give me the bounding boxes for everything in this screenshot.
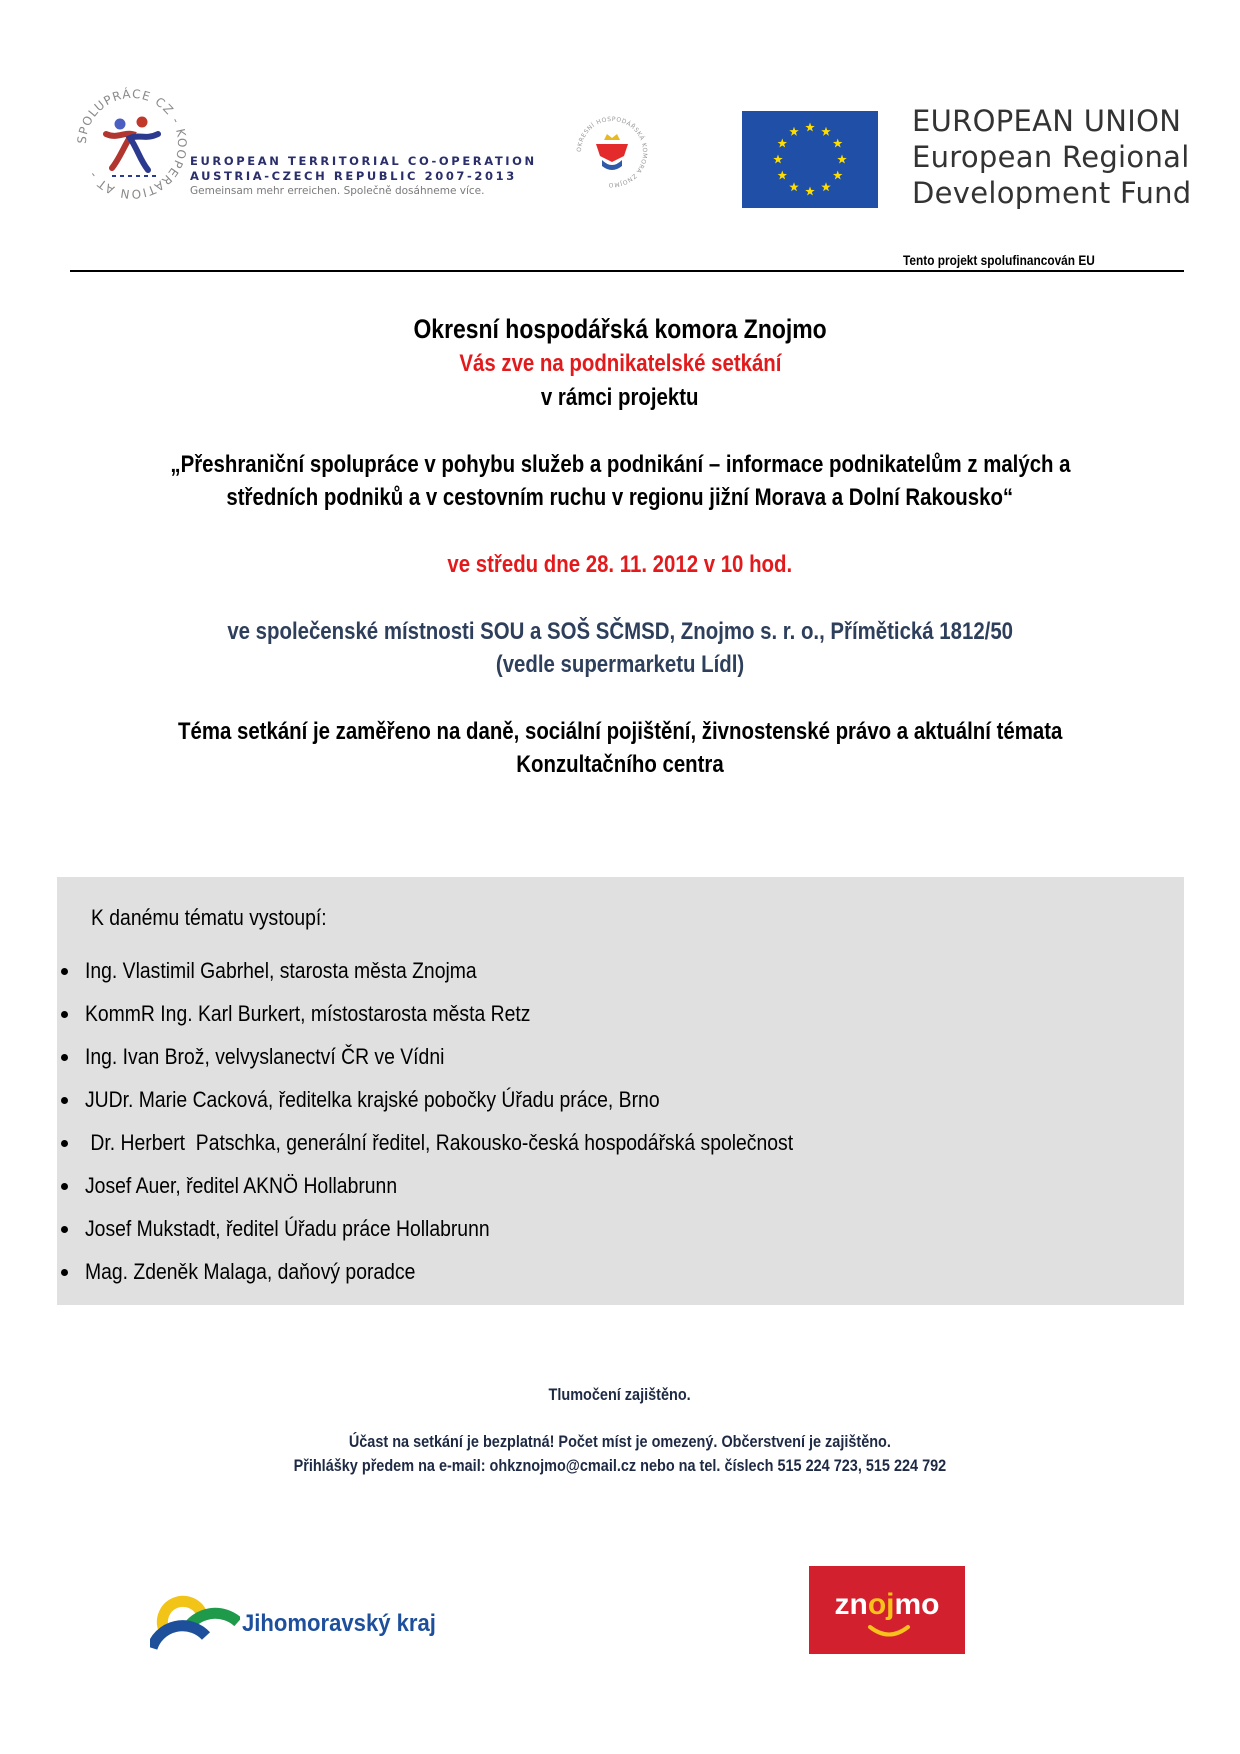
within-project-line bbox=[0, 384, 1240, 412]
cofinanced-note: Tento projekt spolufinancován EU bbox=[903, 253, 1095, 268]
znojmo-logo bbox=[809, 1566, 965, 1654]
venue-line-1 bbox=[0, 618, 1240, 646]
etc-text-block bbox=[190, 154, 537, 198]
registration-phones: nebo na tel. číslech 515 224 723, 515 224 792 bbox=[636, 1456, 947, 1475]
znojmo-logo-text bbox=[809, 1588, 965, 1622]
bullet-icon bbox=[61, 1226, 68, 1233]
eu-line-2: European Regional bbox=[912, 140, 1190, 174]
eu-flag-icon bbox=[742, 111, 878, 208]
organization-title bbox=[0, 314, 1240, 345]
speaker-text: Ing. Vlastimil Gabrhel, starosta města Znojma bbox=[85, 958, 477, 983]
invite-line-text: Vás zve na podnikatelské setkání bbox=[458, 350, 782, 377]
speakers-heading: K danému tématu vystoupí: bbox=[91, 905, 327, 930]
registration-prefix: Přihlášky předem na e-mail: bbox=[293, 1456, 490, 1475]
bullet-icon bbox=[61, 1054, 68, 1061]
speaker-text: JUDr. Marie Cacková, ředitelka krajské pobočky Úřadu práce, Brno bbox=[85, 1087, 660, 1112]
etc-slogan: Gemeinsam mehr erreichen. Společně dosáhneme více. bbox=[190, 185, 485, 197]
znojmo-part-1: zn bbox=[834, 1588, 868, 1621]
etc-ring-text: SPOLUPRÁCE CZ - KOOPERATION AT - bbox=[74, 86, 190, 202]
project-title-text-1: „Přeshraniční spolupráce v pohybu služeb a podnikání – informace podnikatelům z malých a bbox=[169, 451, 1071, 478]
speaker-text: Josef Mukstadt, ředitel Úřadu práce Hollabrunn bbox=[85, 1216, 490, 1241]
etc-cooperation-logo bbox=[72, 84, 537, 204]
project-title-line-1 bbox=[0, 451, 1240, 479]
speaker-text: Dr. Herbert Patschka, generální ředitel, Rakousko-česká hospodářská společnost bbox=[85, 1130, 794, 1155]
topic-text-2: Konzultačního centra bbox=[516, 751, 724, 778]
crown-icon bbox=[604, 134, 620, 140]
jihomoravsky-kraj-logo bbox=[150, 1590, 460, 1670]
bullet-icon bbox=[61, 1011, 68, 1018]
venue-text-2: (vedle supermarketu Lídl) bbox=[495, 651, 745, 678]
registration-email-link[interactable]: ohkznojmo@cmail.cz bbox=[489, 1456, 637, 1475]
ohk-chamber-logo bbox=[572, 112, 652, 192]
topic-text-1: Téma setkání je zaměřeno na daně, sociální pojištění, živnostenské právo a aktuální témata bbox=[177, 718, 1063, 745]
etc-seal-icon bbox=[72, 84, 192, 204]
within-project-text: v rámci projektu bbox=[541, 384, 699, 411]
eu-line-3: Development Fund bbox=[912, 176, 1192, 210]
bullet-icon bbox=[61, 1183, 68, 1190]
project-title-line-2 bbox=[0, 484, 1240, 512]
interpreting-text: Tlumočení zajištěno. bbox=[548, 1385, 692, 1404]
eu-line-1: EUROPEAN UNION bbox=[912, 104, 1182, 138]
bullet-icon bbox=[61, 1140, 68, 1147]
smile-icon bbox=[867, 1624, 911, 1640]
speaker-text: KommR Ing. Karl Burkert, místostarosta města Retz bbox=[85, 1001, 531, 1026]
znojmo-part-3: mo bbox=[894, 1588, 940, 1621]
eagle-shield-icon bbox=[596, 144, 628, 162]
topic-line-2 bbox=[0, 751, 1240, 779]
speaker-text: Josef Auer, ředitel AKNÖ Hollabrunn bbox=[85, 1173, 398, 1198]
speaker-text: Mag. Zdeněk Malaga, daňový poradce bbox=[85, 1259, 416, 1284]
bullet-icon bbox=[61, 968, 68, 975]
bullet-icon bbox=[61, 1097, 68, 1104]
attendance-text: Účast na setkání je bezplatná! Počet míst je omezený. Občerstvení je zajištěno. bbox=[348, 1432, 892, 1451]
znojmo-part-2: oj bbox=[867, 1588, 895, 1621]
venue-line-2 bbox=[0, 651, 1240, 679]
topic-line-1 bbox=[0, 718, 1240, 746]
bullet-icon bbox=[61, 1269, 68, 1276]
registration-line bbox=[294, 1456, 947, 1476]
organization-title-text: Okresní hospodářská komora Znojmo bbox=[413, 314, 827, 344]
etc-line-2: AUSTRIA-CZECH REPUBLIC 2007-2013 bbox=[190, 169, 517, 183]
invite-line bbox=[0, 350, 1240, 378]
attendance-note bbox=[0, 1432, 1240, 1452]
registration-note bbox=[0, 1456, 1240, 1476]
header-divider bbox=[70, 270, 1184, 272]
event-date bbox=[0, 551, 1240, 579]
interpreting-note bbox=[0, 1385, 1240, 1405]
etc-line-1: EUROPEAN TERRITORIAL CO-OPERATION bbox=[190, 154, 537, 168]
event-date-text: ve středu dne 28. 11. 2012 v 10 hod. bbox=[447, 551, 793, 578]
jmk-logo-text: Jihomoravský kraj bbox=[242, 1610, 436, 1637]
speaker-text: Ing. Ivan Brož, velvyslanectví ČR ve Vídni bbox=[85, 1044, 445, 1069]
venue-text-1: ve společenské místnosti SOU a SOŠ SČMSD, Znojmo s. r. o., Přímětická 1812/50 bbox=[227, 618, 1013, 645]
ohk-ring-text: OKRESNÍ HOSPODÁŘSKÁ KOMORA ZNOJMO bbox=[575, 115, 649, 189]
eu-erdf-text bbox=[912, 103, 1192, 211]
jmk-arcs-icon bbox=[150, 1590, 240, 1660]
project-title-text-2: středních podniků a v cestovním ruchu v regionu jižní Morava a Dolní Rakousko“ bbox=[226, 484, 1014, 511]
